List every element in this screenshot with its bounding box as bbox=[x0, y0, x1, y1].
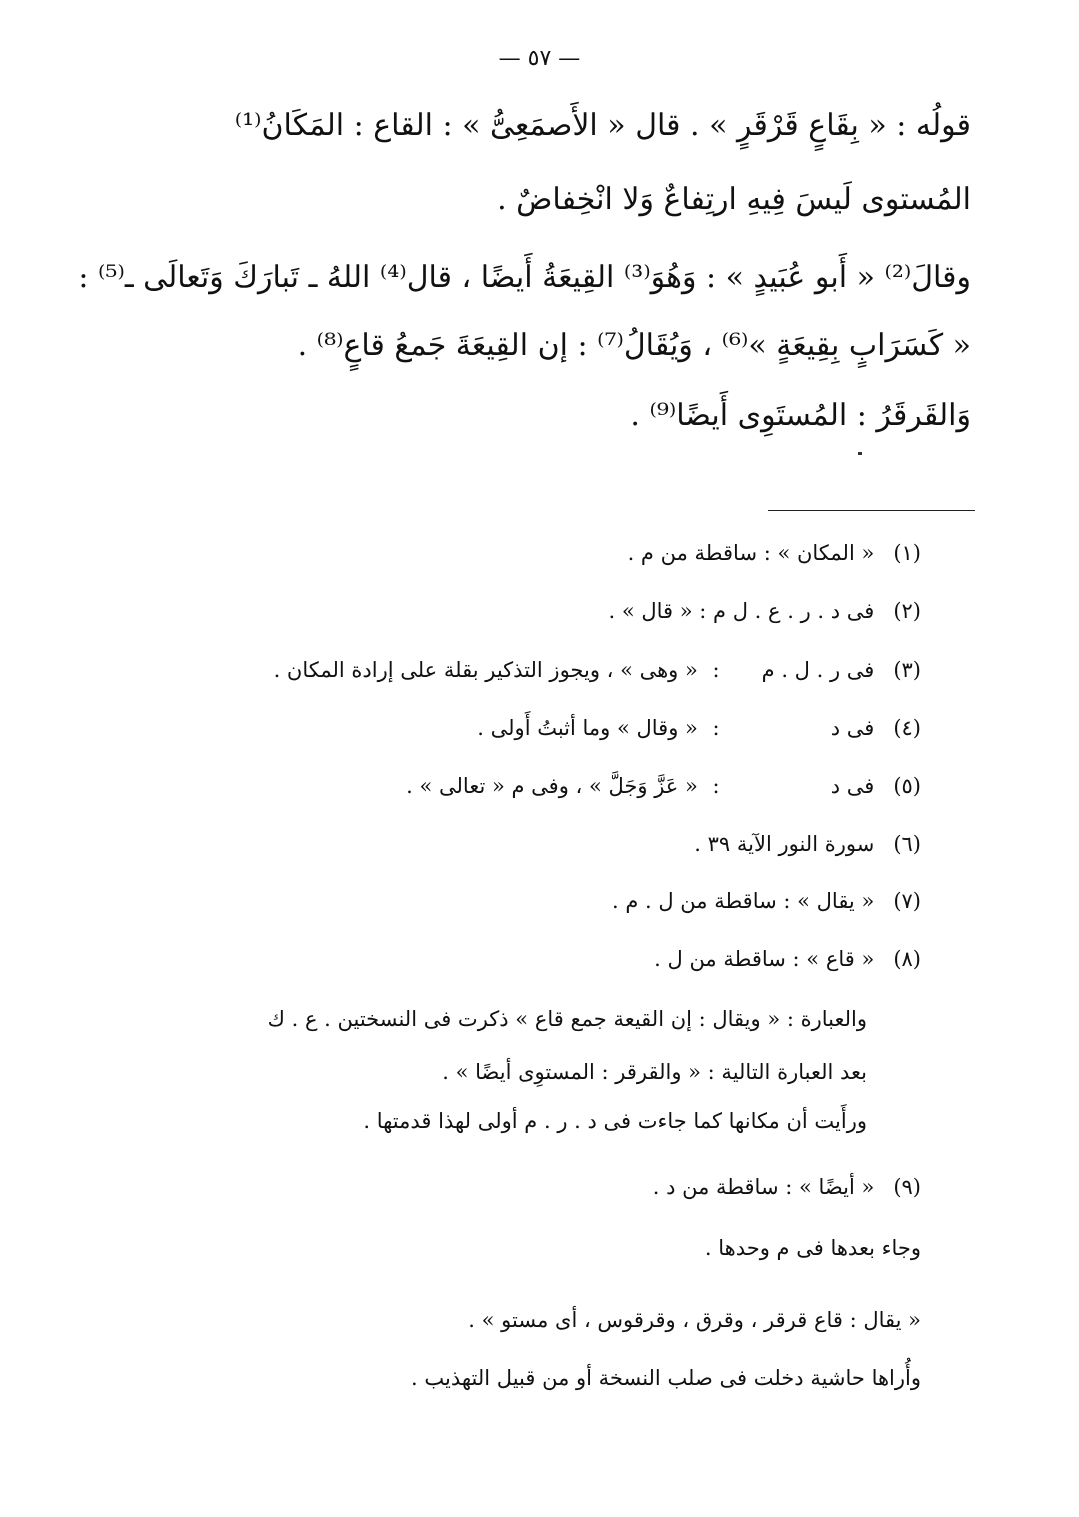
footnote-2 bbox=[609, 596, 921, 626]
footnote-number: (٤) bbox=[893, 716, 921, 740]
main-line-5: وَالقَرقَرُ : المُستَوِى أَيضًا⁽⁹⁾ . bbox=[630, 398, 971, 433]
footnote-text: « المكان » : ساقطة من م . bbox=[627, 541, 875, 565]
footnote-1 bbox=[628, 538, 921, 568]
footnote-source: فى ر . ل . م bbox=[761, 658, 875, 682]
footnote-text: « وهى » ، ويجوز التذكير بقلة على إرادة المكان . bbox=[273, 658, 698, 682]
main-line-4: « كَسَرَابٍ بِقِيعَةٍ »⁽⁶⁾ ، وَيُقَالُ⁽⁷⁾ : إن القِيعَةَ جَمعُ قاعٍ⁽⁸⁾ . bbox=[297, 328, 971, 363]
footnote-separator: : bbox=[712, 774, 720, 798]
footnote-text: « وقال » وما أثبتُ أَولى . bbox=[477, 716, 698, 740]
footnote-divider bbox=[768, 510, 975, 511]
footnote-3 bbox=[274, 655, 921, 685]
main-line-3: وقالَ⁽²⁾ « أَبو عُبَيدٍ » : وَهُوَ⁽³⁾ القِيعَةُ أَيضًا ، قال⁽⁴⁾ اللهُ ـ تَبارَكَ وَتَعالَى ـ⁽⁵⁾ : bbox=[78, 260, 971, 295]
footnote-source: فى د bbox=[830, 774, 875, 798]
footnote-7 bbox=[612, 886, 921, 916]
footnote-text: « يقال » : ساقطة من ل . م . bbox=[611, 889, 875, 913]
footnote-separator: : bbox=[712, 658, 720, 682]
main-line-2: المُستوى لَيسَ فِيهِ ارتِفاعٌ وَلا انْخِفاضٌ . bbox=[497, 182, 971, 217]
footnote-4 bbox=[477, 713, 921, 743]
footnote-5 bbox=[406, 771, 921, 801]
footnote-text: « قاع » : ساقطة من ل . bbox=[654, 947, 875, 971]
footnote-9-note-3: وأُراها حاشية دخلت فى صلب النسخة أو من قبيل التهذيب . bbox=[411, 1366, 921, 1390]
footnote-8-note-3: ورأَيت أن مكانها كما جاءت فى د . ر . م أولى لهذا قدمتها . bbox=[363, 1109, 867, 1133]
footnote-9-note-2: « يقال : قاع قرقر ، وقرق ، وقرقوس ، أى مستو » . bbox=[468, 1308, 921, 1332]
footnote-8-note-2: بعد العبارة التالية : « والقرقر : المستوِى أيضًا » . bbox=[442, 1060, 867, 1084]
footnote-text: فى د . ر . ع . ل م : « قال » . bbox=[608, 599, 875, 623]
footnote-text: « عَزَّ وَجَلَّ » ، وفى م « تعالى » . bbox=[406, 774, 698, 798]
footnote-number: (٣) bbox=[893, 658, 921, 682]
footnote-number: (٧) bbox=[893, 889, 921, 913]
footnote-9 bbox=[653, 1172, 921, 1202]
footnote-number: (٨) bbox=[893, 947, 921, 971]
page-number: — ٥٧ — bbox=[498, 46, 581, 71]
footnote-6 bbox=[694, 829, 921, 859]
footnote-separator: : bbox=[712, 716, 720, 740]
footnote-number: (٩) bbox=[893, 1175, 921, 1199]
footnote-8-note-1: والعبارة : « ويقال : إن القيعة جمع قاع » ذكرت فى النسختين . ع . ك bbox=[267, 1007, 867, 1031]
footnote-number: (٥) bbox=[893, 774, 921, 798]
footnote-number: (١) bbox=[893, 541, 921, 565]
footnote-9-note-1: وجاء بعدها فى م وحدها . bbox=[704, 1236, 921, 1260]
footnote-number: (٢) bbox=[893, 599, 921, 623]
main-line-1: قولُه : « بِقَاعٍ قَرْقَرٍ » . قال « الأَصمَعِىُّ » : القاع : المَكَانُ⁽¹⁾ bbox=[234, 108, 971, 143]
footnote-number: (٦) bbox=[893, 832, 921, 856]
ink-mark bbox=[858, 452, 862, 455]
footnote-source: فى د bbox=[830, 716, 875, 740]
footnote-text: « أيضًا » : ساقطة من د . bbox=[652, 1175, 875, 1199]
footnote-text: سورة النور الآية ٣٩ . bbox=[694, 832, 875, 856]
footnote-8 bbox=[654, 944, 921, 974]
